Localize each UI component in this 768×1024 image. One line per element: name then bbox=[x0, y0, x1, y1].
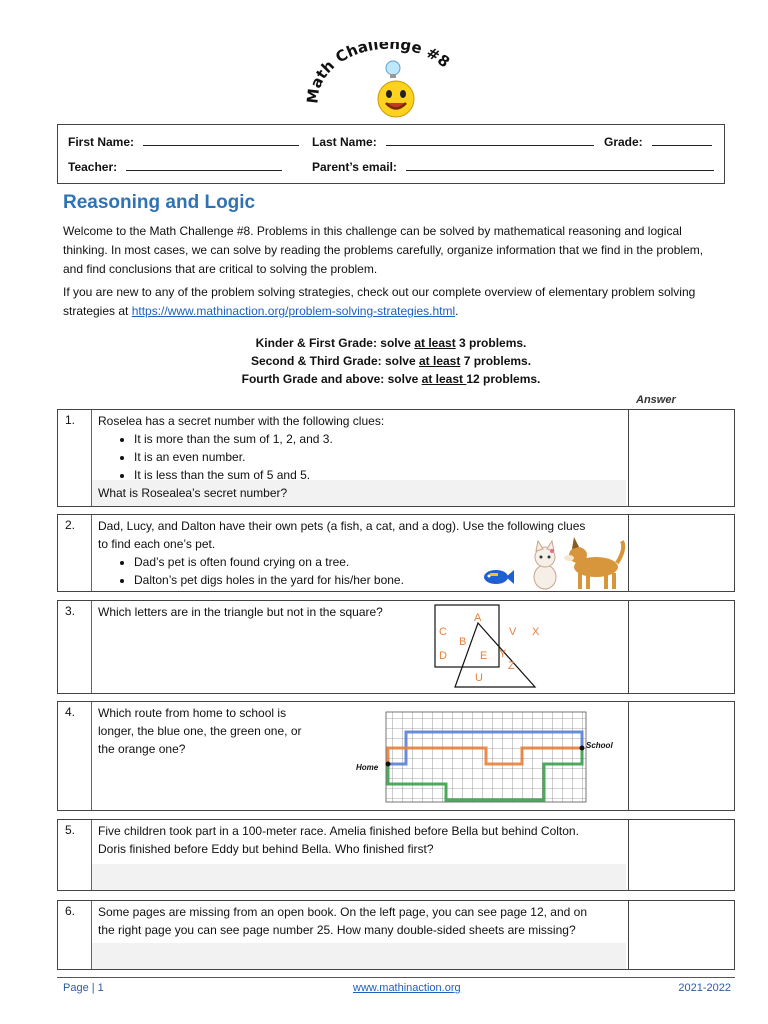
problem-number: 2. bbox=[65, 518, 76, 532]
problem-text: Roselea has a secret number with the following clues: bbox=[98, 414, 385, 428]
strategies-text: If you are new to any of the problem solving strategies, check out our complete overview of elementary problem solving strategies at bbox=[63, 285, 696, 318]
footer-site-link[interactable]: www.mathinaction.org bbox=[353, 982, 461, 994]
answer-box[interactable] bbox=[629, 410, 734, 506]
letter-label: V bbox=[509, 626, 517, 638]
fish-icon bbox=[484, 570, 514, 584]
letter-label: X bbox=[532, 626, 540, 638]
strategies-suffix: . bbox=[455, 304, 459, 318]
page-title: Reasoning and Logic bbox=[63, 192, 256, 213]
route-map bbox=[352, 708, 622, 808]
problem-number: 6. bbox=[65, 904, 76, 918]
problem-6 bbox=[57, 900, 735, 970]
problem-question: What is Rosealea’s secret number? bbox=[98, 486, 288, 500]
clue-item: • Dalton’s pet digs holes in the yard for his/her bone. bbox=[134, 571, 628, 589]
problem-text: Doris finished before Eddy but behind Bella. Who finished first? bbox=[98, 842, 434, 856]
grade-requirement-fourth: Fourth Grade and above: solve at least 12 problems. bbox=[241, 372, 541, 386]
teacher-field[interactable] bbox=[126, 159, 282, 171]
school-label: School bbox=[586, 741, 613, 750]
first-name-field[interactable] bbox=[143, 134, 299, 146]
problem-number: 5. bbox=[65, 823, 76, 837]
grade-requirement-second: Second & Third Grade: solve at least 7 problems. bbox=[250, 354, 532, 368]
last-name-field[interactable] bbox=[386, 134, 594, 146]
letter-label: A bbox=[474, 612, 482, 624]
problem-1 bbox=[57, 409, 735, 507]
problem-3 bbox=[57, 600, 735, 694]
dog-icon bbox=[564, 537, 623, 589]
problem-text: Dad, Lucy, and Dalton have their own pets (a fish, a cat, and a dog). Use the following clues bbox=[98, 519, 586, 533]
problem-number: 1. bbox=[65, 413, 76, 427]
grade-label: Grade: bbox=[604, 135, 643, 149]
letter-label: Z bbox=[508, 660, 515, 672]
clue-item: • Dad’s pet is often found crying on a tree. bbox=[134, 553, 628, 571]
letter-label: U bbox=[475, 672, 483, 684]
problem-text: longer, the blue one, the green one, or bbox=[98, 724, 302, 738]
answer-box[interactable] bbox=[629, 702, 734, 810]
lightbulb-icon bbox=[386, 61, 400, 78]
answer-column-header: Answer bbox=[636, 394, 676, 406]
problem-text: Five children took part in a 100-meter race. Amelia finished before Bella but behind Colton. bbox=[98, 824, 579, 838]
letter-label: Y bbox=[499, 648, 507, 660]
problem-text: Which letters are in the triangle but not in the square? bbox=[98, 605, 383, 619]
answer-box[interactable] bbox=[629, 820, 734, 890]
parent-email-label: Parent’s email: bbox=[312, 160, 397, 174]
strategies-paragraph bbox=[63, 283, 723, 321]
answer-box[interactable] bbox=[629, 515, 734, 591]
letter-label: C bbox=[439, 626, 447, 638]
last-name-label: Last Name: bbox=[312, 135, 377, 149]
problem-text: the orange one? bbox=[98, 742, 186, 756]
problem-number: 4. bbox=[65, 705, 76, 719]
page-footer bbox=[57, 977, 735, 998]
home-label: Home bbox=[356, 763, 379, 772]
problem-text: Which route from home to school is bbox=[98, 706, 287, 720]
triangle-square-diagram bbox=[428, 603, 558, 693]
problem-5 bbox=[57, 819, 735, 891]
smiley-icon bbox=[378, 81, 414, 117]
clue-item: • It is more than the sum of 1, 2, and 3. bbox=[134, 430, 618, 448]
page-number: Page | 1 bbox=[63, 982, 104, 994]
parent-email-field[interactable] bbox=[406, 159, 714, 171]
clue-item: • It is an even number. bbox=[134, 448, 618, 466]
letter-label: B bbox=[459, 636, 467, 648]
problem-4 bbox=[57, 701, 735, 811]
challenge-logo bbox=[300, 42, 470, 122]
answer-box[interactable] bbox=[629, 601, 734, 693]
footer-year: 2021-2022 bbox=[678, 982, 731, 994]
problem-text: the right page you can see page number 25. How many double-sided sheets are missing? bbox=[98, 923, 576, 937]
problem-text: to find each one’s pet. bbox=[98, 537, 216, 551]
problem-2 bbox=[57, 514, 735, 592]
problem-number: 3. bbox=[65, 604, 76, 618]
first-name-label: First Name: bbox=[68, 135, 135, 149]
strategies-link[interactable]: https://www.mathinaction.org/problem-solving-strategies.html bbox=[131, 304, 456, 318]
intro-paragraph: Welcome to the Math Challenge #8. Problems in this challenge can be solved by mathematical reasoning and logical thinking. In most cases, we can solve by reading the problems carefully, organize information that we find in the problem, and find conclusions that are critical to solving the problem. bbox=[63, 224, 704, 276]
grade-requirement-kinder: Kinder & First Grade: solve at least 3 problems. bbox=[255, 336, 527, 350]
problem-text: Some pages are missing from an open book. On the left page, you can see page 12, and on bbox=[98, 905, 587, 919]
letter-label: E bbox=[480, 650, 488, 662]
grade-field[interactable] bbox=[652, 134, 712, 146]
logo-text: Math Challenge #8 bbox=[303, 42, 454, 105]
clue-item: • It is less than the sum of 5 and 5. bbox=[134, 466, 618, 484]
answer-box[interactable] bbox=[629, 901, 734, 969]
student-info-box bbox=[57, 124, 725, 184]
letter-label: D bbox=[439, 650, 447, 662]
teacher-label: Teacher: bbox=[68, 160, 118, 174]
cat-icon bbox=[534, 541, 556, 589]
